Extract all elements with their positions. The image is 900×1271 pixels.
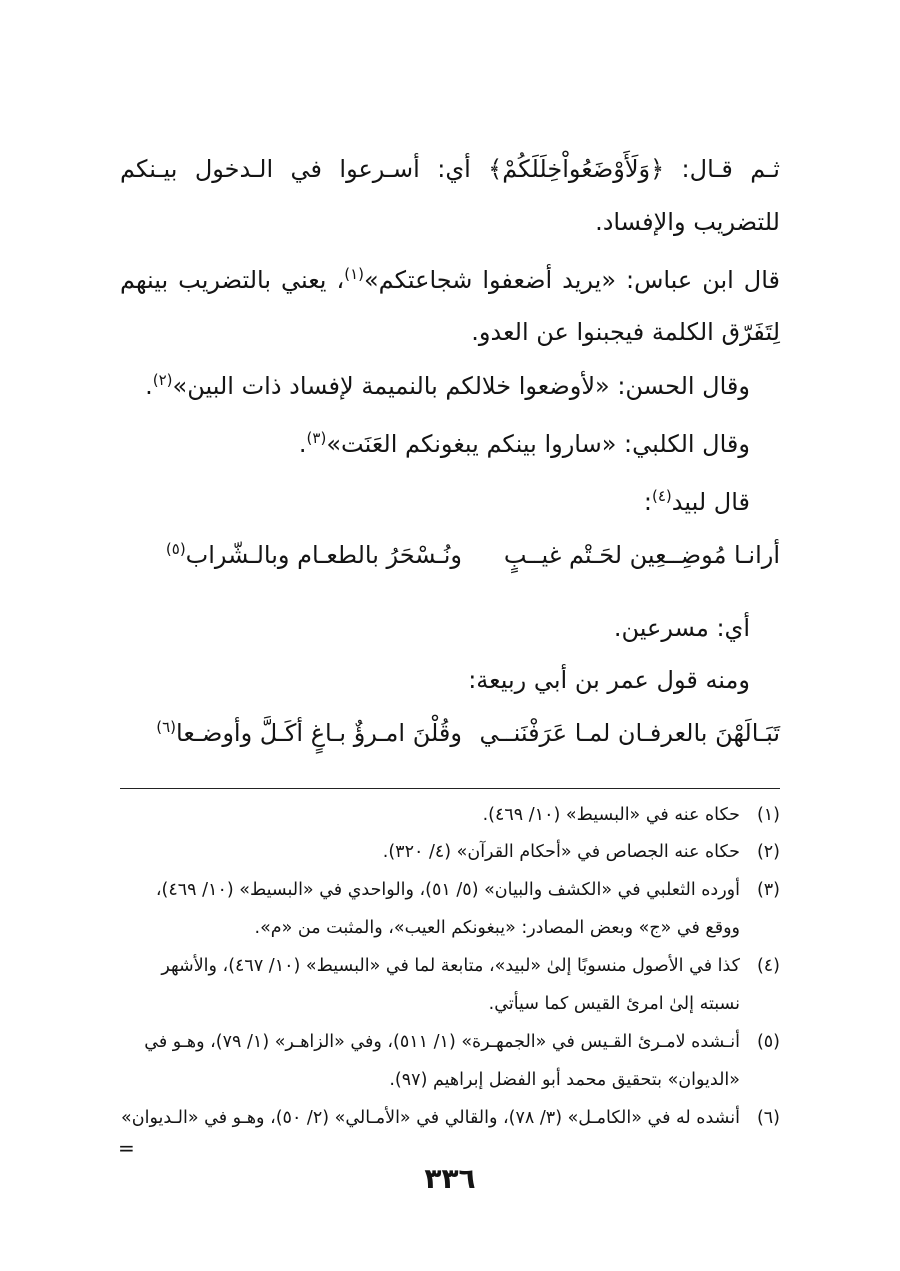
labid-intro	[644, 488, 750, 516]
verse-2-second-hemistich	[156, 719, 462, 747]
footnote-6	[121, 1108, 780, 1128]
footnote-3-continued: ووقع في «ج» وبعض المصادر: «يبغونكم العيب»، والمثبت من «م».	[254, 918, 740, 938]
ibn-abbas-quote: قال ابن عباس: «يريد أضعفوا شجاعتكم»	[363, 266, 781, 294]
paragraph-1-line-1: ثـم قـال: ﴿وَلَأَوْضَعُواْخِلَلَكُمْ﴾ أي: أسـرعوا في الـدخول بيـنكم	[120, 155, 780, 183]
verse-2-second-text: وقُلْنَ امـرؤٌ بـاغٍ أكَـلَّ وأوضـعا	[176, 719, 462, 747]
footnote-6-number: (٦)	[756, 1108, 780, 1128]
footnote-ref-1[interactable]: (١)	[344, 265, 364, 283]
hasan-quote-end: .	[145, 372, 153, 400]
footnote-4-continued: نسبته إلىٰ امرئ القيس كما سيأتي.	[488, 994, 740, 1014]
verse-1-first-hemistich: أرانـا مُوضِــعِين لحَـتْم غيــبٍ	[503, 541, 780, 569]
continuation-mark: =	[118, 1136, 135, 1160]
footnote-ref-4[interactable]: (٤)	[651, 487, 672, 505]
footnote-5-text-line-1: أنـشده لامـرئ القـيس في «الجمهـرة» (١/ ٥١١)، وفي «الزاهـر» (١/ ٧٩)، وهـو في	[144, 1032, 740, 1052]
labid-intro-text: قال لبيد	[671, 488, 750, 516]
footnote-3	[156, 880, 780, 900]
kalbi-quote	[299, 430, 750, 458]
kalbi-quote-text: وقال الكلبي: «ساروا بينكم يبغونكم العَنَت»	[326, 430, 750, 458]
ibn-abbas-explanation: ، يعني بالتضريب بينهم	[120, 266, 345, 294]
footnote-1-text: حكاه عنه في «البسيط» (١٠/ ٤٦٩).	[482, 805, 740, 825]
footnote-6-text-line-1: أنشده له في «الكامـل» (٣/ ٧٨)، والقالي في «الأمـالي» (٢/ ٥٠)، وهـو في «الـديوان»	[121, 1108, 740, 1128]
paragraph-2-line-1	[120, 266, 780, 294]
labid-intro-colon: :	[643, 488, 652, 516]
footnote-separator	[120, 788, 780, 789]
footnote-1	[483, 805, 780, 825]
footnote-5	[144, 1032, 780, 1052]
footnote-ref-3[interactable]: (٣)	[306, 429, 327, 447]
umar-intro: ومنه قول عمر بن أبي ربيعة:	[468, 666, 750, 694]
hasan-quote-text: وقال الحسن: «لأوضعوا خلالكم بالنميمة لإفساد ذات البين»	[172, 372, 750, 400]
footnote-5-number: (٥)	[756, 1032, 780, 1052]
footnote-3-text-line-1: أورده الثعلبي في «الكشف والبيان» (٥/ ٥١)، والواحدي في «البسيط» (١٠/ ٤٦٩)،	[155, 880, 740, 900]
footnote-3-number: (٣)	[756, 880, 780, 900]
footnote-4-text-line-1: كذا في الأصول منسوبًا إلىٰ «لبيد»، متابعة لما في «البسيط» (١٠/ ٤٦٧)، والأشهر	[161, 956, 740, 976]
footnote-5-continued: «الديوان» بتحقيق محمد أبو الفضل إبراهيم (٩٧).	[389, 1070, 740, 1090]
footnote-4	[161, 956, 780, 976]
footnote-ref-5[interactable]: (٥)	[165, 540, 186, 558]
footnote-ref-6[interactable]: (٦)	[156, 718, 177, 736]
footnote-4-number: (٤)	[756, 956, 780, 976]
footnote-2-number: (٢)	[756, 842, 780, 862]
meaning-line: أي: مسرعين.	[613, 614, 750, 642]
footnote-2-text: حكاه عنه الجصاص في «أحكام القرآن» (٤/ ٣٢٠).	[382, 842, 740, 862]
verse-2-first-hemistich: تَبَـالَهْنَ بالعرفـان لمـا عَرَفْنَنــي	[479, 719, 780, 747]
footnote-1-number: (١)	[756, 805, 780, 825]
paragraph-1-line-2: للتضريب والإفساد.	[595, 208, 780, 236]
verse-1-second-text: ونُـسْحَرُ بالطعـام وبالـشّراب	[185, 541, 462, 569]
footnote-ref-2[interactable]: (٢)	[152, 371, 173, 389]
hasan-quote	[145, 372, 750, 400]
page-number: ٣٣٦	[424, 1162, 476, 1195]
paragraph-2-line-2: لِتَفَرّق الكلمة فيجبنوا عن العدو.	[471, 318, 780, 346]
kalbi-quote-end: .	[298, 430, 307, 458]
verse-1-second-hemistich	[166, 541, 462, 569]
footnote-2	[383, 842, 780, 862]
